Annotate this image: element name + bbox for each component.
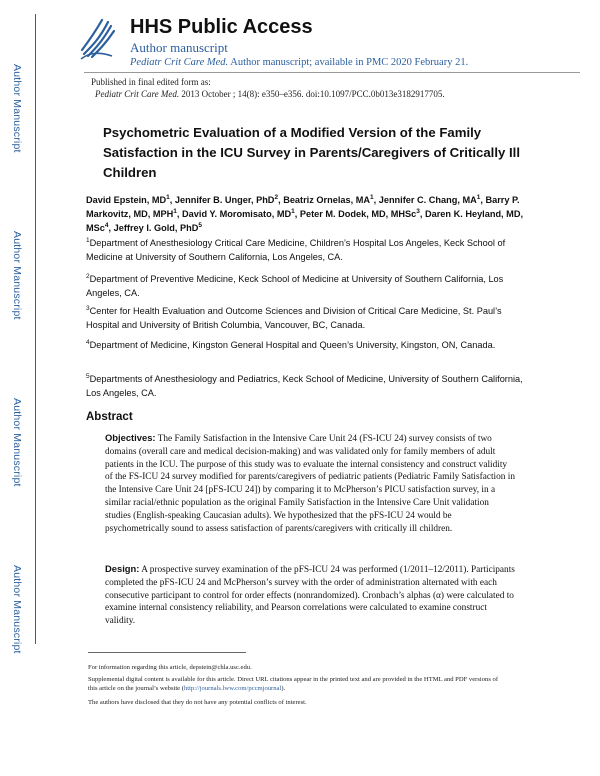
hhs-title: HHS Public Access	[130, 16, 313, 38]
objectives-label: Objectives:	[105, 432, 156, 443]
author: Barry P. Markovitz, MD, MPH	[86, 195, 520, 219]
author-affil-sup: 1	[369, 194, 374, 201]
author-affil-sup: 1	[291, 208, 295, 215]
affiliation	[86, 236, 526, 264]
citation-details: 2013 October ; 14(8): e350–e356. doi:10.1097/PCC.0b013e3182917705.	[179, 89, 445, 99]
published-label: Published in final edited form as:	[91, 77, 211, 87]
affiliation-number: 4	[86, 339, 90, 346]
author-affil-sup: 1	[173, 208, 177, 215]
author: Beatriz Ornelas, MA	[283, 195, 370, 205]
affiliation	[86, 338, 526, 352]
hhs-eagle-logo-icon	[78, 16, 118, 60]
abstract-objectives	[105, 432, 517, 535]
author-affil-sup: 4	[104, 222, 109, 229]
sidebar-label: Author Manuscript	[11, 565, 23, 654]
footnote-conflicts: The authors have disclosed that they do not have any potential conflicts of interest.	[88, 699, 307, 706]
affiliation	[86, 372, 526, 400]
affiliation-number: 2	[86, 273, 90, 280]
affiliation-text: Departments of Anesthesiology and Pediatrics, Keck School of Medicine, University of Southern California, Los Angeles, CA.	[86, 374, 523, 398]
footnote-correspondence: For information regarding this article, depstein@chla.usc.edu.	[88, 664, 252, 671]
affiliation-text: Center for Health Evaluation and Outcome Sciences and Division of Critical Care Medicine, St. Paul’s Hospital and University of British Columbia, Vancouver, BC, Canada.	[86, 306, 502, 330]
sidebar-rule	[35, 14, 36, 644]
journal-name: Pediatr Crit Care Med.	[130, 57, 229, 68]
abstract-design	[105, 563, 517, 628]
affiliation-number: 1	[86, 237, 90, 244]
author: Jennifer B. Unger, PhD	[174, 195, 275, 205]
author: Daren K. Heyland, MD, MSc	[86, 209, 524, 233]
affiliation	[86, 272, 526, 300]
footnote-rule	[88, 652, 246, 653]
affiliation	[86, 304, 526, 332]
footnote-supplemental	[88, 675, 508, 693]
journal-availability	[130, 57, 468, 68]
article-title: Psychometric Evaluation of a Modified Version of the Family Satisfaction in the ICU Survey in Parents/Caregivers of Critically Ill Children	[103, 125, 521, 180]
sidebar-label: Author Manuscript	[11, 64, 23, 153]
author-list: David Epstein, $MD^1$, Jennifer B. Unger, PhD$^2$, Beatriz Ornelas, $MA^1$, Jennifer C. Chang, $MA^1$, Barry P. Markovitz, MD, MPH$^1$, David Y. Moromisato, $MD^1$, Peter M. Dodek, MD, MHSc$^3$, Daren K. Heyland, MD, MSc$^4$, Jeffrey I. Gold, PhD$^5$	[86, 194, 524, 233]
supplemental-text-end: ).	[281, 685, 286, 692]
author: David Epstein, MD	[86, 195, 167, 205]
author-affil-sup: 1	[166, 194, 170, 201]
author: Peter M. Dodek, MD, MHSc	[299, 209, 417, 219]
design-text: A prospective survey examination of the pFS-ICU 24 was performed (1/2011–12/2011). Participants completed the pFS-ICU 24 and McPherson’s survey with the order of administration alternated with each consecutive participant to control for order effects (nonrandomized). Cronbach’s alphas (α) were calculated to examine internal consistency reliability, and Pearson correlations were calculated to examine construct validity.	[105, 565, 515, 627]
sidebar-label: Author Manuscript	[11, 398, 23, 487]
journal-link[interactable]: http://journals.lww.com/pccmjournal	[183, 685, 282, 692]
author-affil-sup: 1	[476, 194, 481, 201]
author: David Y. Moromisato, MD	[182, 209, 292, 219]
author-manuscript-label: Author manuscript	[130, 40, 228, 55]
citation-journal: Pediatr Crit Care Med.	[95, 89, 180, 99]
affiliation-number: 3	[86, 305, 90, 312]
affiliation-text: Department of Medicine, Kingston General Hospital and Queen’s University, Kingston, ON, Canada.	[89, 340, 496, 350]
availability-text: Author manuscript; available in PMC 2020 February 21.	[228, 57, 469, 68]
citation	[95, 89, 445, 99]
affiliation-text: Department of Anesthesiology Critical Care Medicine, Children’s Hospital Los Angeles, Keck School of Medicine at University of Southern California, Los Angeles, CA.	[86, 238, 506, 262]
supplemental-text: Supplemental digital content is available for this article. Direct URL citations appear in the printed text and are provided in the HTML and PDF versions of this article on the journal’s website (	[88, 676, 499, 692]
sidebar-label: Author Manuscript	[11, 231, 23, 320]
affiliation-text: Department of Preventive Medicine, Keck School of Medicine at University of Southern California, Los Angeles, CA.	[86, 274, 504, 298]
affiliation-number: 5	[86, 373, 90, 380]
author-affil-sup: 2	[274, 194, 279, 201]
author-affil-sup: 3	[416, 208, 420, 215]
header-rule	[84, 72, 580, 73]
author: Jennifer C. Chang, MA	[378, 195, 477, 205]
abstract-heading: Abstract	[86, 411, 133, 423]
objectives-text: The Family Satisfaction in the Intensive Care Unit 24 (FS-ICU 24) survey consists of two domains (overall care and medical decision-making) and was validated only for family members of adult patients in the ICU. The purpose of this study was to evaluate the internal consistency and construct validity of the FS-ICU 24 survey modified for parents/caregivers of pediatric patients (Pediatric Family Satisfaction in the Intensive Care Unit 24 [pFS-ICU 24]) by comparing it to McPherson’s PICU satisfaction survey, in a similar racial/ethnic population as the original Family Satisfaction in the Intensive Care Unit validation studies (English-speaking Caucasian adults). We hypothesized that the pFS-ICU 24 would be psychometrically sound to assess satisfaction of parents/caregivers with critically ill children.	[105, 434, 515, 534]
design-label: Design:	[105, 563, 140, 574]
author-affil-sup: 5	[198, 222, 203, 229]
author: Jeffrey I. Gold, PhD	[113, 223, 199, 233]
